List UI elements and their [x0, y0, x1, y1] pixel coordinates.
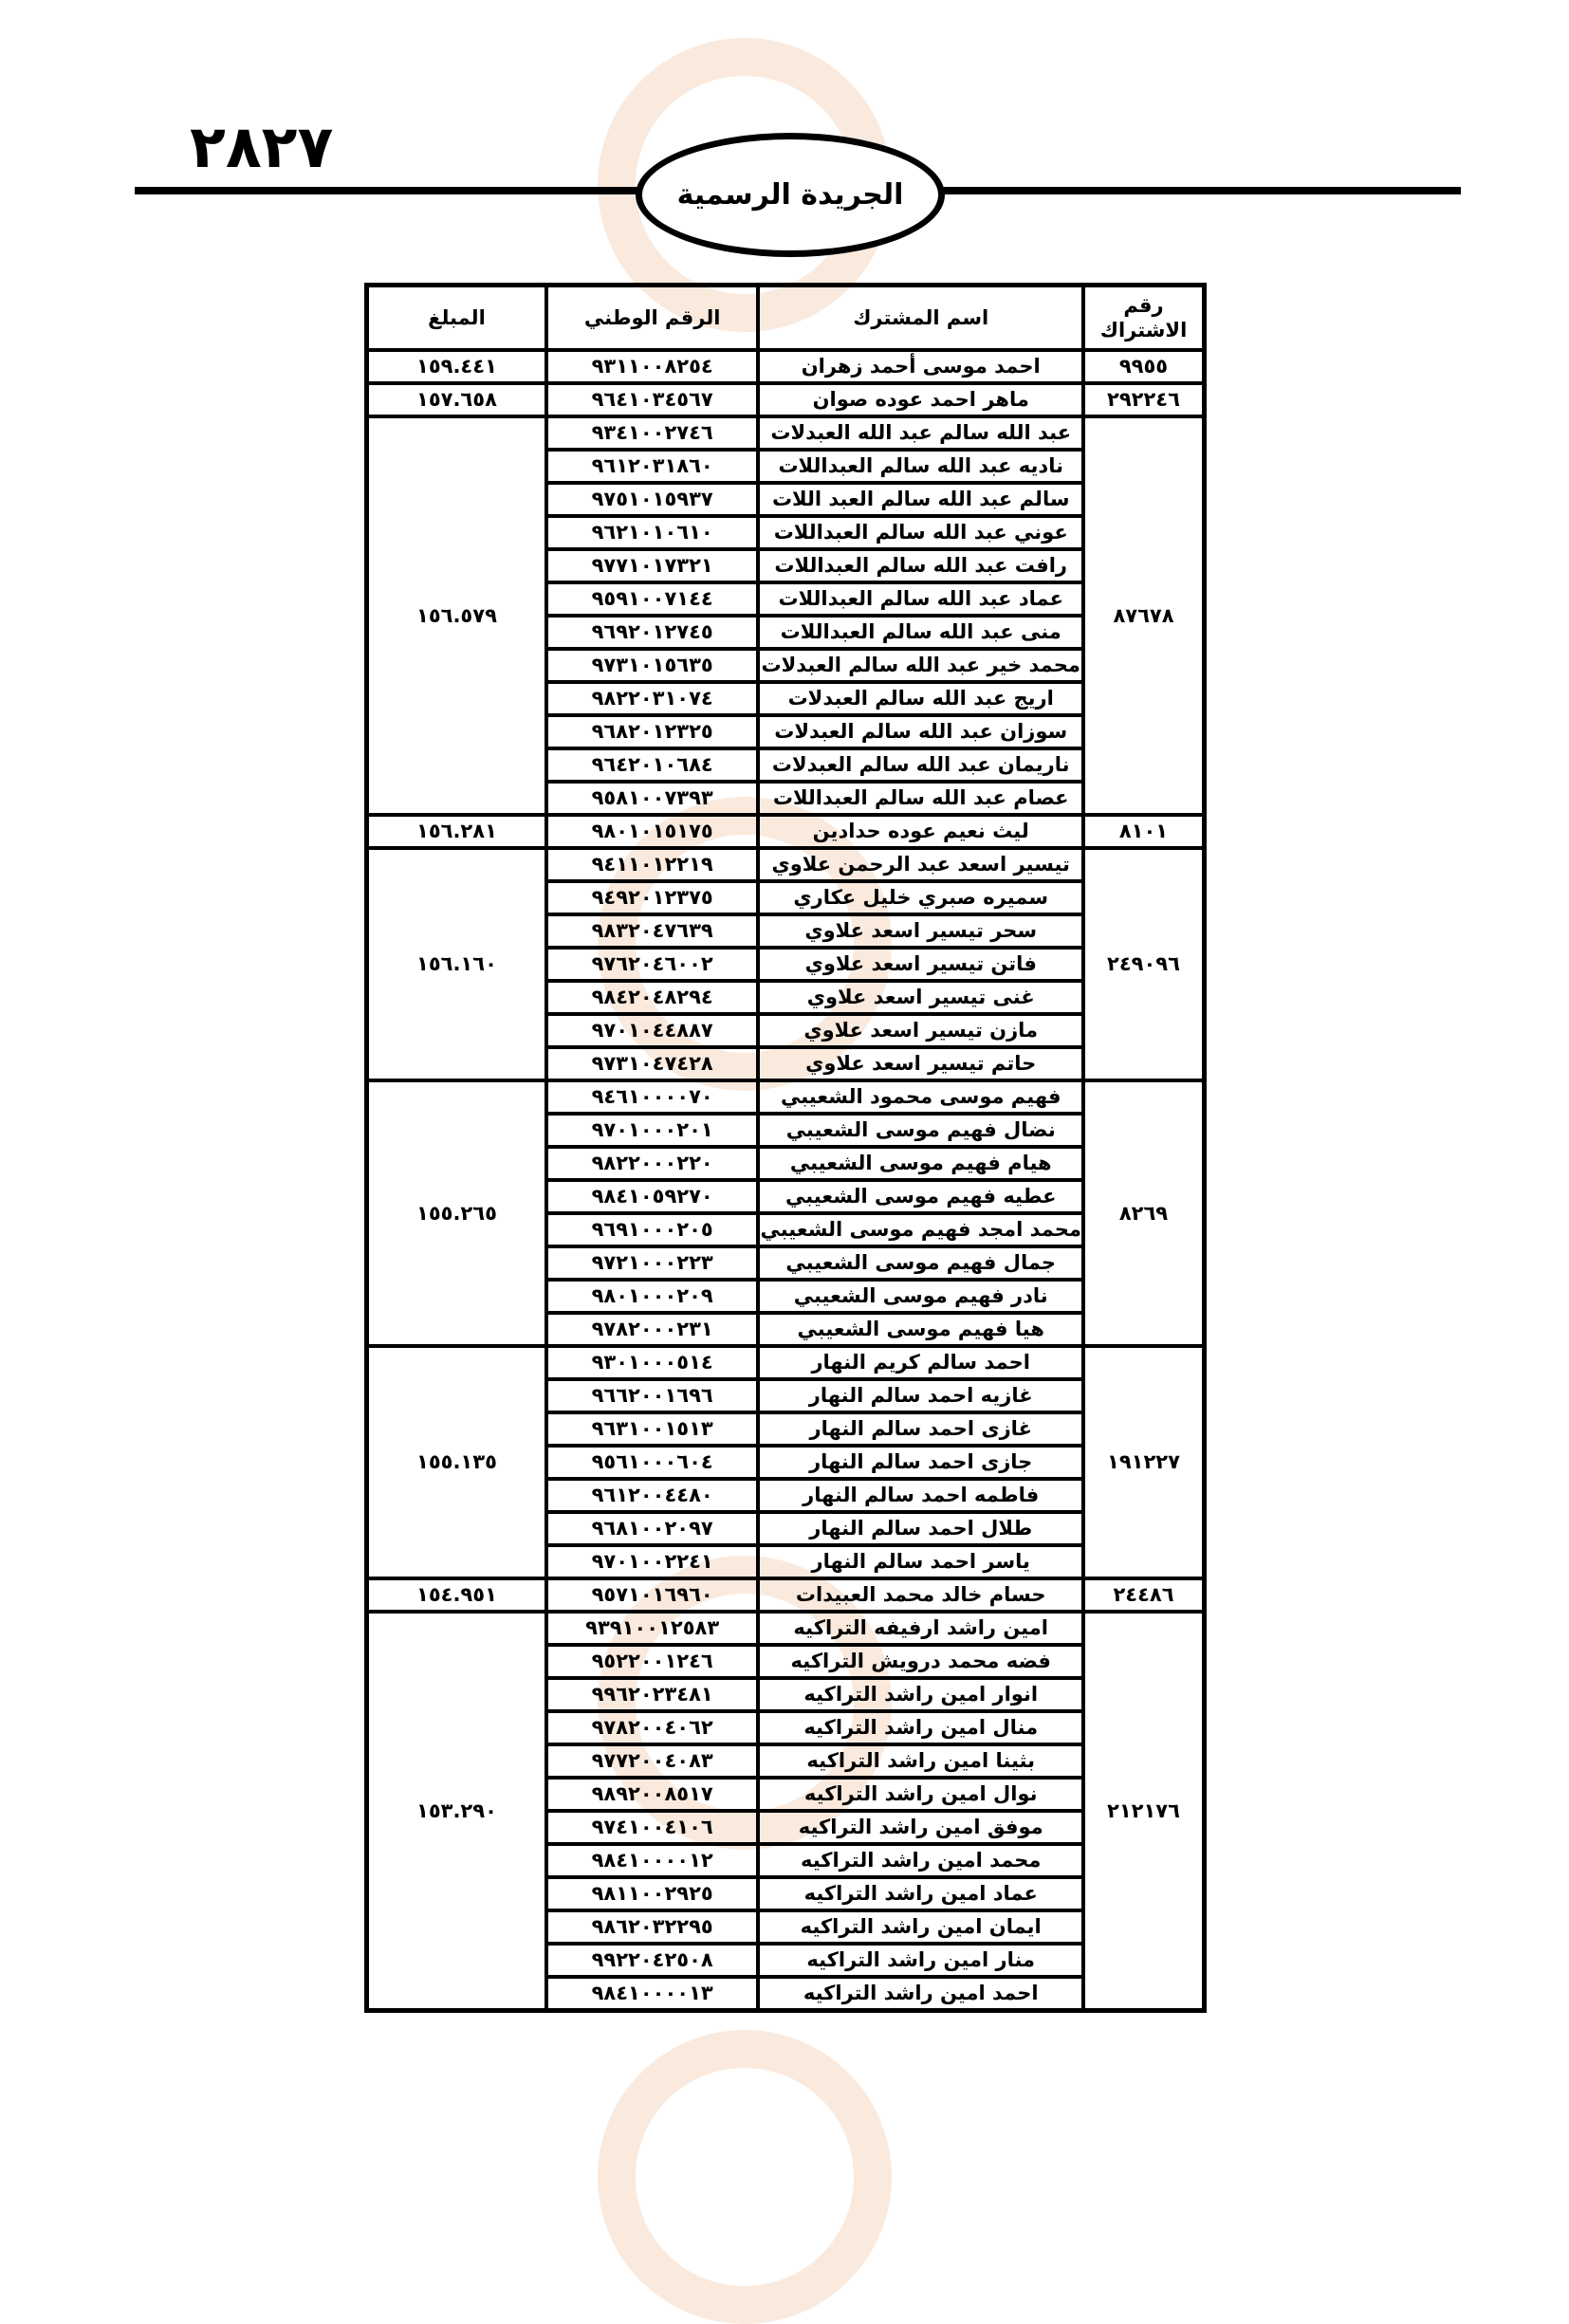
national-id: ٩٨٤١٠٥٩٢٧٠ — [546, 1180, 759, 1213]
national-id: ٩٥٢٢٠٠١٢٤٦ — [546, 1645, 759, 1678]
watermark-clock-ring — [598, 2030, 892, 2324]
subscriber-name: منى عبد الله سالم العبداللات — [758, 616, 1083, 649]
national-id: ٩٦٨٢٠١٢٣٢٥ — [546, 715, 759, 748]
national-id: ٩٧٦٢٠٤٦٠٠٢ — [546, 948, 759, 981]
national-id: ٩٧٧١٠١٧٣٢١ — [546, 549, 759, 582]
national-id: ٩٦٩٢٠١٢٧٤٥ — [546, 616, 759, 649]
national-id: ٩٨٤١٠٠٠٠١٣ — [546, 1977, 759, 2010]
national-id: ٩٨٤٢٠٤٨٢٩٤ — [546, 981, 759, 1014]
national-id: ٩٣٩١٠٠١٢٥٨٣ — [546, 1612, 759, 1645]
subscribers-table — [364, 283, 1207, 2013]
subscriber-name: غنى تيسير اسعد علاوي — [758, 981, 1083, 1014]
national-id: ٩٦٨١٠٠٢٠٩٧ — [546, 1512, 759, 1545]
subscriber-name: طلال احمد سالم النهار — [758, 1512, 1083, 1545]
table-header-row — [367, 286, 1204, 350]
national-id: ٩٨٦٢٠٣٢٢٩٥ — [546, 1910, 759, 1944]
subscriber-name: منار امين راشد التراكيه — [758, 1944, 1083, 1977]
subscriber-name: ياسر احمد سالم النهار — [758, 1545, 1083, 1578]
amount: ١٥٩.٤٤١ — [367, 350, 546, 383]
national-id: ٩٧٥١٠١٥٩٣٧ — [546, 483, 759, 516]
header-name: اسم المشترك — [758, 286, 1083, 350]
national-id: ٩٧٠١٠٠٠٢٠١ — [546, 1114, 759, 1147]
subscriber-name: موفق امين راشد التراكيه — [758, 1811, 1083, 1844]
national-id: ٩٦٦٢٠٠١٦٩٦ — [546, 1379, 759, 1412]
subscriber-name: ايمان امين راشد التراكيه — [758, 1910, 1083, 1944]
national-id: ٩٨١١٠٠٢٩٢٥ — [546, 1877, 759, 1910]
subscriber-name: عوني عبد الله سالم العبداللات — [758, 516, 1083, 549]
table-row — [367, 416, 1204, 450]
subscriber-name: امين راشد ارفيفه التراكيه — [758, 1612, 1083, 1645]
national-id: ٩٦١٢٠٣١٨٦٠ — [546, 450, 759, 483]
table-row — [367, 383, 1204, 416]
table-row — [367, 1346, 1204, 1379]
subscription-number: ٢٩٢٢٤٦ — [1083, 383, 1204, 416]
national-id: ٩٣٠١٠٠٠٥١٤ — [546, 1346, 759, 1379]
subscriber-name: هيام فهيم موسى الشعيبي — [758, 1147, 1083, 1180]
subscriber-name: عصام عبد الله سالم العبداللات — [758, 782, 1083, 815]
subscriber-name: عطيه فهيم موسى الشعيبي — [758, 1180, 1083, 1213]
header-national-id: الرقم الوطني — [546, 286, 759, 350]
subscriber-name: غازيه احمد سالم النهار — [758, 1379, 1083, 1412]
amount: ١٥٦.٥٧٩ — [367, 416, 546, 815]
subscriber-name: تيسير اسعد عبد الرحمن علاوي — [758, 848, 1083, 881]
subscriber-name: عماد امين راشد التراكيه — [758, 1877, 1083, 1910]
subscriber-name: عبد الله سالم عبد الله العبدلات — [758, 416, 1083, 450]
table-row — [367, 1612, 1204, 1645]
subscriber-name: نوال امين راشد التراكيه — [758, 1778, 1083, 1811]
amount: ١٥٦.٢٨١ — [367, 815, 546, 848]
header-subscription: رقم الاشتراك — [1083, 286, 1204, 350]
subscription-number: ٢١٢١٧٦ — [1083, 1612, 1204, 2010]
subscriber-name: فهيم موسى محمود الشعيبي — [758, 1080, 1083, 1114]
subscriber-name: جمال فهيم موسى الشعيبي — [758, 1246, 1083, 1280]
subscriber-name: سميره صبري خليل عكاري — [758, 881, 1083, 914]
national-id: ٩٦٩١٠٠٠٢٠٥ — [546, 1213, 759, 1246]
national-id: ٩٧٠١٠٠٢٢٤١ — [546, 1545, 759, 1578]
national-id: ٩٧٧٢٠٠٤٠٨٣ — [546, 1744, 759, 1778]
subscriber-name: سحر تيسير اسعد علاوي — [758, 914, 1083, 948]
subscriber-name: انوار امين راشد التراكيه — [758, 1678, 1083, 1711]
national-id: ٩٨٤١٠٠٠٠١٢ — [546, 1844, 759, 1877]
national-id: ٩٨٢٢٠٣١٠٧٤ — [546, 682, 759, 715]
national-id: ٩٨٩٢٠٠٨٥١٧ — [546, 1778, 759, 1811]
amount: ١٥٥.١٣٥ — [367, 1346, 546, 1578]
subscriber-name: عماد عبد الله سالم العبداللات — [758, 582, 1083, 616]
subscriber-name: رافت عبد الله سالم العبداللات — [758, 549, 1083, 582]
subscriber-name: نادر فهيم موسى الشعيبي — [758, 1280, 1083, 1313]
subscriber-name: محمد امين راشد التراكيه — [758, 1844, 1083, 1877]
subscriber-name: محمد خير عبد الله سالم العبدلات — [758, 649, 1083, 682]
subscriber-name: ماهر احمد عوده صوان — [758, 383, 1083, 416]
national-id: ٩٧٣١٠١٥٦٣٥ — [546, 649, 759, 682]
page-number: ٢٨٢٧ — [190, 112, 334, 181]
national-id: ٩٥٨١٠٠٧٣٩٣ — [546, 782, 759, 815]
subscription-number: ٨١٠١ — [1083, 815, 1204, 848]
subscriber-name: منال امين راشد التراكيه — [758, 1711, 1083, 1744]
subscription-number: ٢٤٩٠٩٦ — [1083, 848, 1204, 1080]
subscriber-name: نضال فهيم موسى الشعيبي — [758, 1114, 1083, 1147]
subscriber-name: محمد امجد فهيم موسى الشعيبي — [758, 1213, 1083, 1246]
amount: ١٥٣.٢٩٠ — [367, 1612, 546, 2010]
subscriber-name: ليث نعيم عوده حدادين — [758, 815, 1083, 848]
subscriber-name: مازن تيسير اسعد علاوي — [758, 1014, 1083, 1047]
table-row — [367, 815, 1204, 848]
national-id: ٩٦٢١٠١٠٦١٠ — [546, 516, 759, 549]
subscriber-name: فاطمه احمد سالم النهار — [758, 1479, 1083, 1512]
subscription-number: ١٩١٢٢٧ — [1083, 1346, 1204, 1578]
national-id: ٩٥٦١٠٠٠٦٠٤ — [546, 1446, 759, 1479]
masthead-title: الجريدة الرسمية — [636, 133, 945, 257]
national-id: ٩٨٢٢٠٠٠٢٢٠ — [546, 1147, 759, 1180]
national-id: ٩٣٤١٠٠٢٧٤٦ — [546, 416, 759, 450]
national-id: ٩٧٤١٠٠٤١٠٦ — [546, 1811, 759, 1844]
national-id: ٩٨٠١٠٠٠٢٠٩ — [546, 1280, 759, 1313]
national-id: ٩٤٦١٠٠٠٠٧٠ — [546, 1080, 759, 1114]
table-row — [367, 1080, 1204, 1114]
subscription-number: ٨٢٦٩ — [1083, 1080, 1204, 1346]
national-id: ٩٤٩٢٠١٢٣٧٥ — [546, 881, 759, 914]
amount: ١٥٦.١٦٠ — [367, 848, 546, 1080]
subscription-number: ٢٤٤٨٦ — [1083, 1578, 1204, 1612]
subscriber-name: غازى احمد سالم النهار — [758, 1412, 1083, 1446]
national-id: ٩٦٤١٠٣٤٥٦٧ — [546, 383, 759, 416]
national-id: ٩٨٣٢٠٤٧٦٣٩ — [546, 914, 759, 948]
subscriber-name: احمد موسى أحمد زهران — [758, 350, 1083, 383]
national-id: ٩٧٣١٠٤٧٤٢٨ — [546, 1047, 759, 1080]
subscriber-name: احمد سالم كريم النهار — [758, 1346, 1083, 1379]
subscriber-name: اريج عبد الله سالم العبدلات — [758, 682, 1083, 715]
national-id: ٩٧٨٢٠٠٤٠٦٢ — [546, 1711, 759, 1744]
table-body — [367, 350, 1204, 2010]
national-id: ٩٣١١٠٠٨٢٥٤ — [546, 350, 759, 383]
national-id: ٩٦١٢٠٠٤٤٨٠ — [546, 1479, 759, 1512]
subscriber-name: فضه محمد درويش التراكيه — [758, 1645, 1083, 1678]
national-id: ٩٧٨٢٠٠٠٢٣١ — [546, 1313, 759, 1346]
table-row — [367, 350, 1204, 383]
table-row — [367, 1578, 1204, 1612]
subscriber-name: جازى احمد سالم النهار — [758, 1446, 1083, 1479]
national-id: ٩٥٧١٠١٦٩٦٠ — [546, 1578, 759, 1612]
national-id: ٩٩٢٢٠٤٢٥٠٨ — [546, 1944, 759, 1977]
amount: ١٥٤.٩٥١ — [367, 1578, 546, 1612]
subscriber-name: ناديه عبد الله سالم العبداللات — [758, 450, 1083, 483]
national-id: ٩٧٠١٠٤٤٨٨٧ — [546, 1014, 759, 1047]
subscriber-name: احمد امين راشد التراكيه — [758, 1977, 1083, 2010]
subscriber-name: هيا فهيم موسى الشعيبي — [758, 1313, 1083, 1346]
national-id: ٩٩٦٢٠٢٣٤٨١ — [546, 1678, 759, 1711]
national-id: ٩٦٣١٠٠١٥١٣ — [546, 1412, 759, 1446]
national-id: ٩٥٩١٠٠٧١٤٤ — [546, 582, 759, 616]
header-amount: المبلغ — [367, 286, 546, 350]
subscriber-name: سالم عبد الله سالم العبد اللات — [758, 483, 1083, 516]
subscriber-name: حاتم تيسير اسعد علاوي — [758, 1047, 1083, 1080]
national-id: ٩٧٢١٠٠٠٢٢٣ — [546, 1246, 759, 1280]
subscriber-name: سوزان عبد الله سالم العبدلات — [758, 715, 1083, 748]
national-id: ٩٤١١٠١٢٢١٩ — [546, 848, 759, 881]
amount: ١٥٧.٦٥٨ — [367, 383, 546, 416]
subscriber-name: حسام خالد محمد العبيدات — [758, 1578, 1083, 1612]
table-row — [367, 848, 1204, 881]
subscriber-name: ناريمان عبد الله سالم العبدلات — [758, 748, 1083, 782]
subscription-number: ٩٩٥٥ — [1083, 350, 1204, 383]
subscriber-name: بثينا امين راشد التراكيه — [758, 1744, 1083, 1778]
subscriber-name: فاتن تيسير اسعد علاوي — [758, 948, 1083, 981]
national-id: ٩٦٤٢٠١٠٦٨٤ — [546, 748, 759, 782]
national-id: ٩٨٠١٠١٥١٧٥ — [546, 815, 759, 848]
amount: ١٥٥.٢٦٥ — [367, 1080, 546, 1346]
subscription-number: ٨٧٦٧٨ — [1083, 416, 1204, 815]
